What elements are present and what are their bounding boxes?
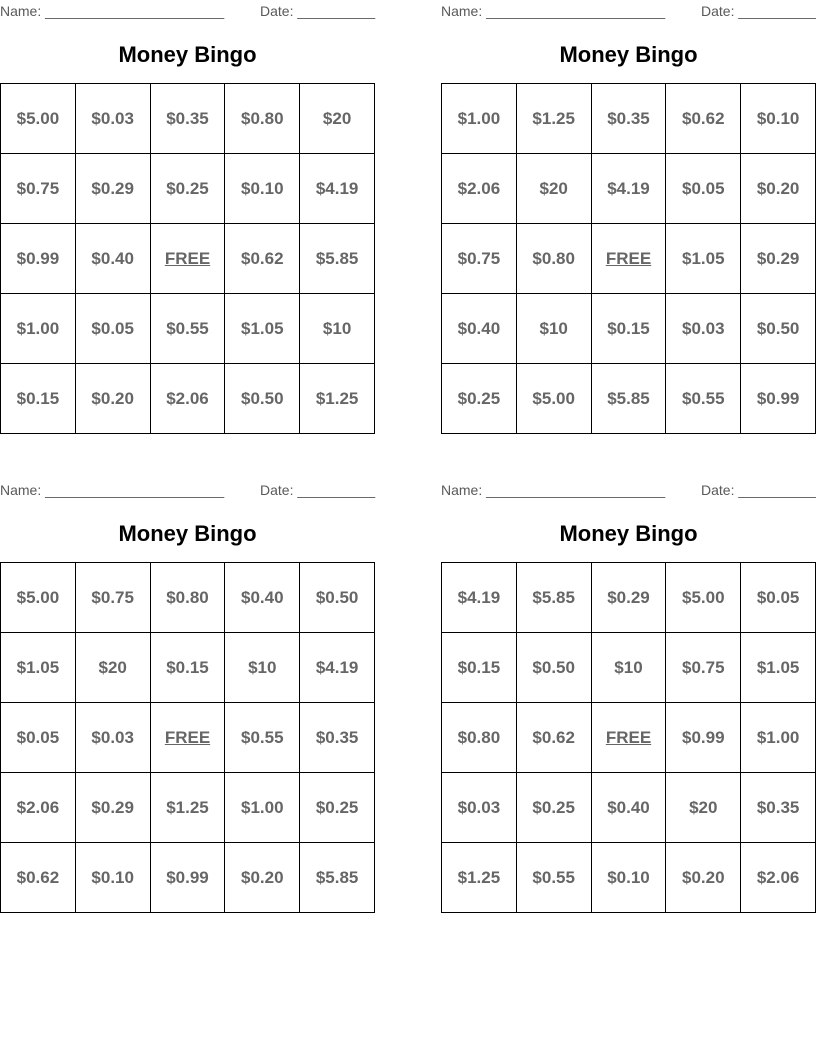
bingo-cell: $1.25	[517, 84, 592, 154]
bingo-cell: $0.03	[76, 84, 151, 154]
bingo-cell: $1.05	[225, 294, 300, 364]
bingo-cell: $0.40	[225, 563, 300, 633]
bingo-cell: $2.06	[1, 773, 76, 843]
bingo-cell: $0.03	[666, 294, 741, 364]
free-space-cell: FREE	[151, 703, 226, 773]
bingo-cell: $0.62	[225, 224, 300, 294]
bingo-grid	[441, 562, 816, 913]
bingo-cell: $0.25	[442, 364, 517, 434]
bingo-cell: $0.75	[76, 563, 151, 633]
free-space-cell: FREE	[592, 224, 667, 294]
bingo-cell: $0.25	[300, 773, 375, 843]
bingo-cell: $0.55	[225, 703, 300, 773]
bingo-cell: $0.80	[225, 84, 300, 154]
bingo-cell: $0.03	[442, 773, 517, 843]
bingo-cell: $0.50	[300, 563, 375, 633]
bingo-cell: $0.10	[592, 843, 667, 913]
bingo-cell: $5.85	[300, 843, 375, 913]
bingo-cell: $20	[666, 773, 741, 843]
bingo-cell: $0.10	[76, 843, 151, 913]
bingo-grid	[0, 83, 375, 434]
bingo-cell: $0.40	[442, 294, 517, 364]
bingo-cell: $0.20	[741, 154, 816, 224]
bingo-cell: $5.00	[666, 563, 741, 633]
bingo-cell: $0.20	[666, 843, 741, 913]
bingo-cell: $0.80	[517, 224, 592, 294]
bingo-cell: $5.00	[1, 84, 76, 154]
bingo-cell: $0.80	[151, 563, 226, 633]
bingo-cell: $0.20	[225, 843, 300, 913]
bingo-cell: $0.15	[592, 294, 667, 364]
bingo-cell: $1.00	[741, 703, 816, 773]
bingo-cell: $10	[517, 294, 592, 364]
bingo-grid	[441, 83, 816, 434]
bingo-cell: $4.19	[592, 154, 667, 224]
bingo-cell: $1.05	[741, 633, 816, 703]
name-field: Name: _______________________	[441, 482, 666, 498]
bingo-cell: $0.29	[76, 773, 151, 843]
bingo-cell: $0.10	[741, 84, 816, 154]
bingo-cell: $1.25	[151, 773, 226, 843]
bingo-cell: $0.55	[666, 364, 741, 434]
bingo-cell: $0.75	[666, 633, 741, 703]
date-field: Date: __________	[260, 3, 376, 19]
bingo-cell: $1.05	[666, 224, 741, 294]
bingo-cell: $2.06	[442, 154, 517, 224]
bingo-cell: $5.00	[517, 364, 592, 434]
card-title: Money Bingo	[118, 521, 257, 546]
bingo-cell: $0.75	[1, 154, 76, 224]
bingo-cell: $4.19	[300, 633, 375, 703]
bingo-cell: $0.15	[151, 633, 226, 703]
bingo-cell: $10	[300, 294, 375, 364]
bingo-cell: $0.40	[592, 773, 667, 843]
bingo-cell: $0.35	[151, 84, 226, 154]
bingo-cell: $0.55	[151, 294, 226, 364]
bingo-cell: $1.00	[225, 773, 300, 843]
date-field: Date: __________	[701, 3, 816, 19]
bingo-card-bottom-right	[441, 479, 816, 913]
bingo-cell: $0.50	[225, 364, 300, 434]
bingo-cell: $0.05	[1, 703, 76, 773]
name-field: Name: _______________________	[0, 3, 225, 19]
bingo-cell: $0.99	[741, 364, 816, 434]
bingo-cell: $10	[225, 633, 300, 703]
free-space-cell: FREE	[151, 224, 226, 294]
bingo-cell: $0.05	[666, 154, 741, 224]
bingo-cell: $0.40	[76, 224, 151, 294]
bingo-cell: $1.25	[300, 364, 375, 434]
bingo-cell: $0.05	[76, 294, 151, 364]
bingo-cell: $0.55	[517, 843, 592, 913]
bingo-cell: $0.62	[517, 703, 592, 773]
bingo-cell: $0.29	[741, 224, 816, 294]
bingo-cell: $2.06	[151, 364, 226, 434]
bingo-cell: $0.99	[151, 843, 226, 913]
bingo-cell: $5.85	[592, 364, 667, 434]
bingo-cell: $20	[300, 84, 375, 154]
bingo-cell: $0.29	[592, 563, 667, 633]
bingo-cell: $0.50	[741, 294, 816, 364]
date-field: Date: __________	[260, 482, 376, 498]
bingo-card-top-left	[0, 0, 375, 434]
bingo-cell: $0.15	[1, 364, 76, 434]
bingo-cell: $0.99	[666, 703, 741, 773]
bingo-cell: $5.85	[517, 563, 592, 633]
bingo-cell: $0.25	[517, 773, 592, 843]
bingo-cell: $1.25	[442, 843, 517, 913]
name-field: Name: _______________________	[441, 3, 666, 19]
date-field: Date: __________	[701, 482, 816, 498]
bingo-cell: $0.35	[741, 773, 816, 843]
card-title: Money Bingo	[559, 42, 698, 67]
bingo-cell: $0.03	[76, 703, 151, 773]
bingo-cell: $1.00	[442, 84, 517, 154]
card-title: Money Bingo	[118, 42, 257, 67]
bingo-cell: $0.15	[442, 633, 517, 703]
bingo-cell: $1.00	[1, 294, 76, 364]
bingo-cell: $0.10	[225, 154, 300, 224]
bingo-cell: $20	[517, 154, 592, 224]
free-space-cell: FREE	[592, 703, 667, 773]
bingo-cell: $5.85	[300, 224, 375, 294]
bingo-cell: $0.29	[76, 154, 151, 224]
bingo-grid	[0, 562, 375, 913]
bingo-cell: $0.50	[517, 633, 592, 703]
bingo-cell: $4.19	[300, 154, 375, 224]
bingo-cell: $0.05	[741, 563, 816, 633]
bingo-cell: $0.75	[442, 224, 517, 294]
bingo-card-bottom-left	[0, 479, 375, 913]
bingo-cell: $5.00	[1, 563, 76, 633]
bingo-cell: $0.62	[666, 84, 741, 154]
bingo-cell: $1.05	[1, 633, 76, 703]
bingo-cell: $0.20	[76, 364, 151, 434]
bingo-cell: $20	[76, 633, 151, 703]
bingo-cell: $0.35	[300, 703, 375, 773]
bingo-card-top-right	[441, 0, 816, 434]
bingo-cell: $0.80	[442, 703, 517, 773]
name-field: Name: _______________________	[0, 482, 225, 498]
bingo-cell: $0.35	[592, 84, 667, 154]
bingo-cell: $0.25	[151, 154, 226, 224]
bingo-cell: $2.06	[741, 843, 816, 913]
bingo-cell: $0.99	[1, 224, 76, 294]
bingo-cell: $10	[592, 633, 667, 703]
bingo-cell: $0.62	[1, 843, 76, 913]
card-title: Money Bingo	[559, 521, 698, 546]
bingo-cell: $4.19	[442, 563, 517, 633]
